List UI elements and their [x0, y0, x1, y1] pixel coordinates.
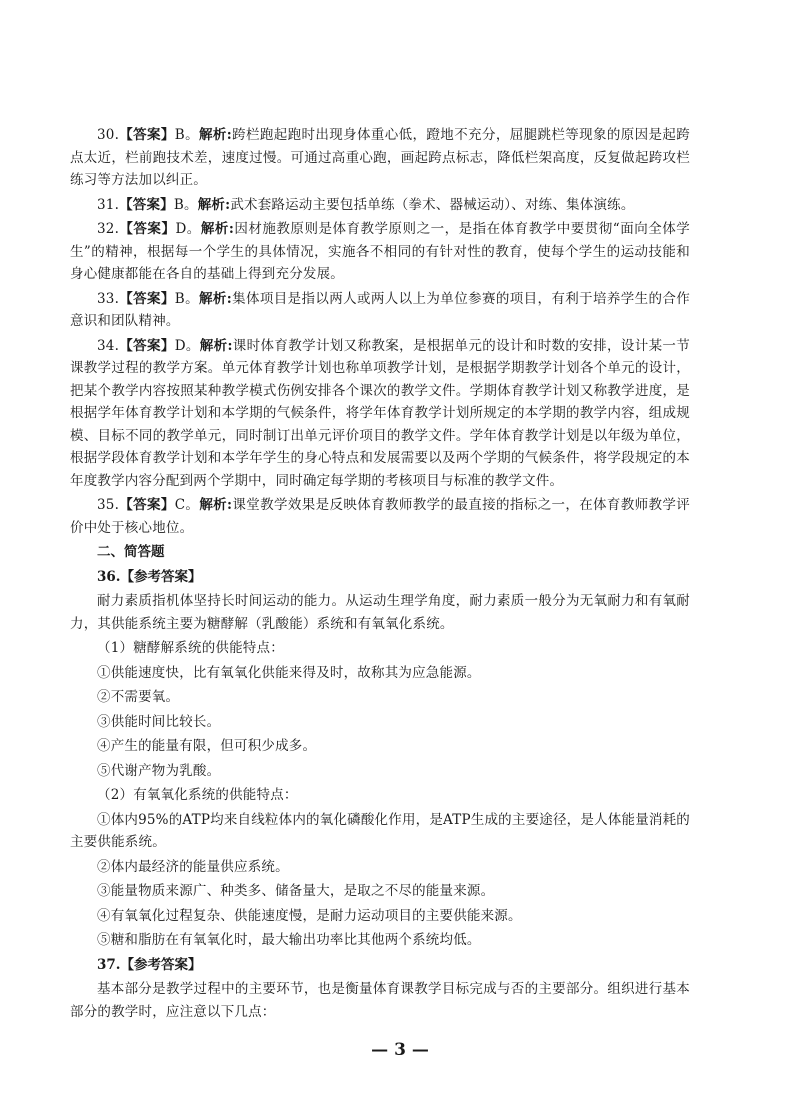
q36-part2-title: （2）有氧氧化系统的供能特点： [97, 787, 298, 803]
analysis-text: 课时体育教学计划又称教案，是根据单元的设计和时数的安排，设计某一节课教学过程的教学方案。单元体育教学计划也称单项教学计划，是根据学期教学计划各个单元的设计，把某个教学内容按照某种教学模式伤例安排各个课次的教学文件。学期体育教学计划又称教学进度，是根据学年体育教学计划和本学期的气候条件，将学年体育教学计划所规定的本学期的教学内容，组成规模、目标不同的教学单元，同时制订出单元评价项目的教学文件。学年体育教学计划是以年级为单位，根据学段体育教学计划和本学年学生的身心特点和发展需要以及两个学期的气候条件，将学段规定的本年度教学内容分配到两个学期中，同时确定每学期的考核项目与标准的教学文件。 [70, 337, 690, 489]
answer-letter: B。 [174, 290, 199, 307]
answer-letter: B。 [174, 127, 199, 143]
answer-31 [70, 194, 690, 217]
answer-33 [70, 288, 690, 333]
section-heading: 二、简答题 [97, 544, 165, 560]
answer-letter: D。 [174, 337, 200, 354]
q36-part2-item: ①体内95%的ATP均来自线粒体内的氧化磷酸化作用，是ATP生成的主要途径，是人体能量消耗的主要供能系统。 [70, 811, 690, 850]
answer-number: 34. [97, 337, 120, 354]
answer-letter: B。 [173, 196, 198, 213]
answer-number: 30. [97, 127, 120, 143]
answer-letter: D。 [175, 221, 201, 237]
answer-letter: C。 [174, 497, 200, 513]
analysis-text: 课堂教学效果是反映体育教师教学的最直接的指标之一，在体育教师教学评价中处于核心地位。 [70, 497, 690, 536]
q37-label: 37.【参考答案】 [97, 956, 202, 973]
q36-part1-title: （1）糖酵解系统的供能特点： [97, 640, 284, 656]
analysis-text: 因材施教原则是体育教学原则之一，是指在体育教学中要贯彻“面向全体学生”的精神，根据每一个学生的具体情况，实施各不相同的有针对性的教育，使每个学生的运动技能和身心健康都能在各自的基础上得到充分发展。 [70, 221, 690, 282]
answer-tag: 【答案】 [119, 221, 176, 237]
analysis-label: 解析: [198, 127, 232, 143]
q36-label: 36.【参考答案】 [97, 568, 202, 585]
answer-30 [70, 124, 690, 192]
analysis-text: 跨栏跑起跑时出现身体重心低，蹬地不充分，屈腿跳栏等现象的原因是起跨点太近，栏前跑技术差，速度过慢。可通过高重心跑，画起跨点标志，降低栏架高度，反复做起跨攻栏练习等方法加以纠正。 [70, 127, 690, 188]
analysis-text: 集体项目是指以两人或两人以上为单位参赛的项目，有利于培养学生的合作意识和团队精神。 [70, 290, 690, 329]
answer-35 [70, 494, 690, 539]
analysis-text: 武术套路运动主要包括单练（拳术、器械运动）、对练、集体演练。 [230, 196, 635, 213]
answer-tag: 【答案】 [119, 290, 175, 307]
answer-tag: 【答案】 [119, 196, 174, 213]
answer-tag: 【答案】 [119, 337, 175, 354]
analysis-label: 解析: [199, 337, 233, 354]
answer-number: 31. [97, 196, 120, 213]
analysis-label: 解析: [200, 221, 235, 237]
answer-number: 35. [97, 497, 120, 513]
analysis-label: 解析: [197, 196, 231, 213]
answer-34 [70, 335, 690, 493]
q36-part1-item: ③供能时间比较长。 [97, 713, 221, 730]
analysis-label: 解析: [199, 497, 233, 513]
q36-part2-item: ③能量物质来源广、种类多、储备量大，是取之不尽的能量来源。 [97, 883, 495, 899]
document-body [70, 124, 690, 1023]
answer-tag: 【答案】 [119, 497, 175, 513]
analysis-label: 解析: [198, 290, 232, 307]
q36-part2-item: ④有氧氧化过程复杂、供能速度慢，是耐力运动项目的主要供能来源。 [97, 907, 522, 924]
q36-part2-item: ②体内最经济的能量供应系统。 [97, 858, 289, 875]
q36-part1-item: ⑤代谢产物为乳酸。 [97, 762, 221, 779]
answer-32 [70, 218, 690, 286]
q37-intro: 基本部分是教学过程中的主要环节，也是衡量体育课教学目标完成与否的主要部分。组织进行基本部分的教学时，应注意以下几点： [70, 981, 690, 1020]
q36-part2-item: ⑤糖和脂肪在有氧氧化时，最大输出功率比其他两个系统均低。 [97, 932, 481, 948]
q36-part1-item: ④产生的能量有限，但可积少成多。 [97, 738, 317, 754]
page-number: — 3 — [371, 1040, 429, 1060]
answer-number: 33. [97, 290, 120, 307]
q36-part1-item: ②不需要氧。 [97, 689, 180, 705]
q36-part1-item: ①供能速度快，比有氧氧化供能来得及时，故称其为应急能源。 [97, 664, 481, 681]
q36-intro: 耐力素质指机体坚持长时间运动的能力。从运动生理学角度，耐力素质一般分为无氧耐力和有氧耐力，其供能系统主要为糖酵解（乳酸能）系统和有氧氧化系统。 [70, 593, 690, 632]
answer-tag: 【答案】 [119, 127, 175, 143]
answer-number: 32. [97, 221, 120, 237]
